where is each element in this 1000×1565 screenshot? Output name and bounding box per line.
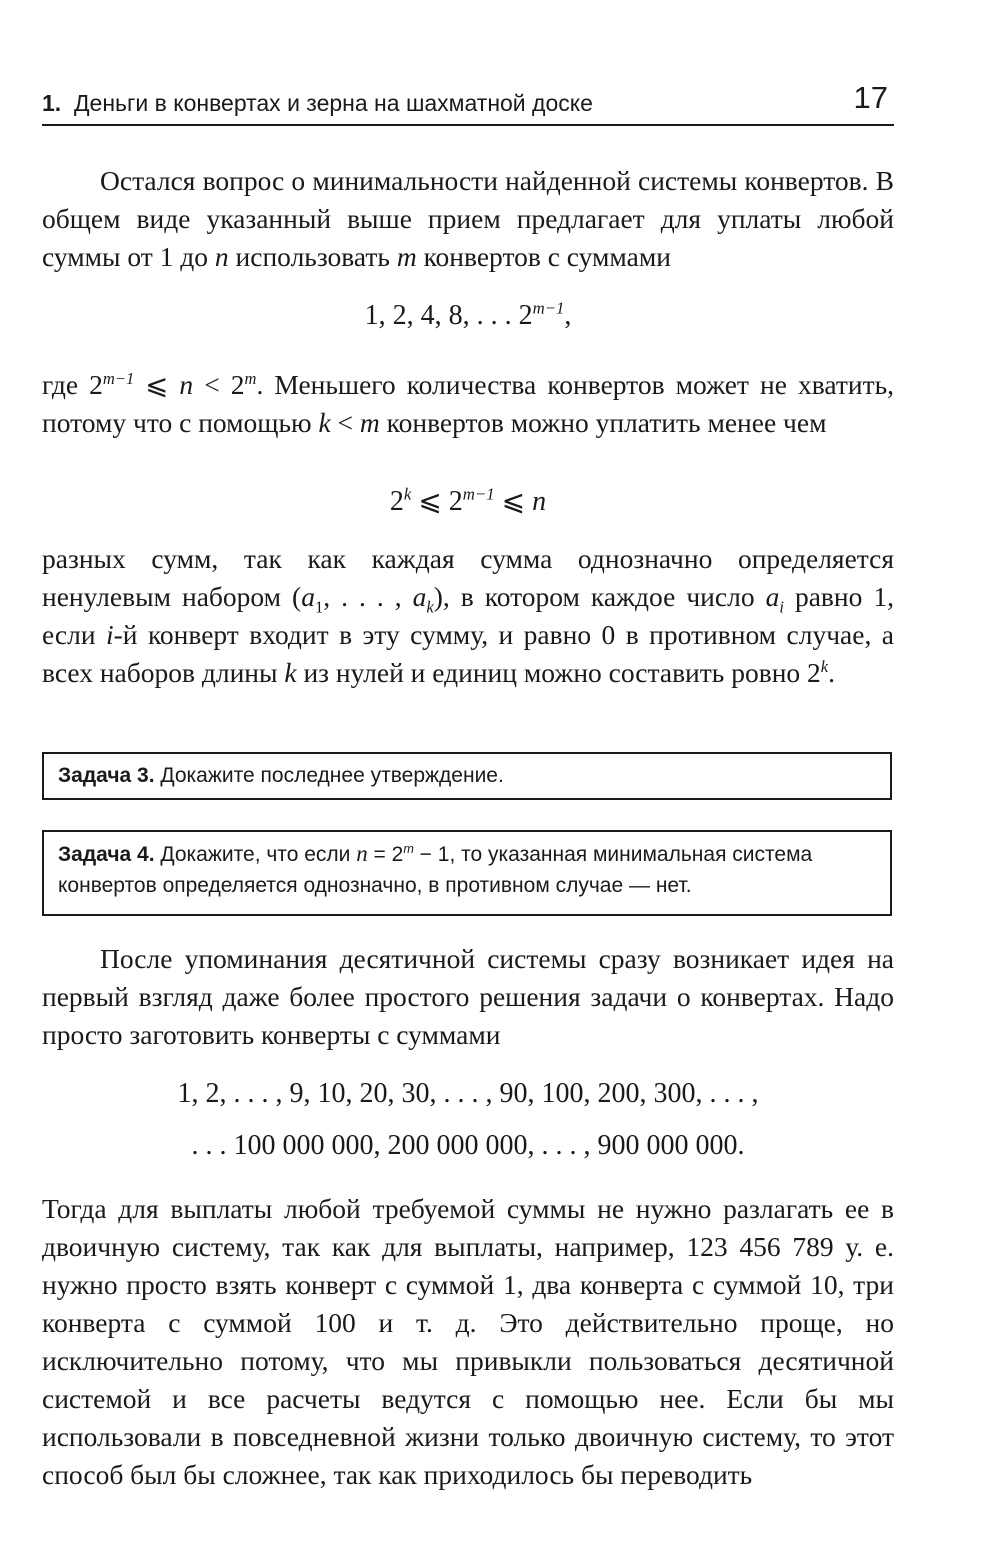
chapter-title: 1. Деньги в конвертах и зерна на шахматной доске xyxy=(42,90,593,116)
page-number: 17 xyxy=(853,80,888,115)
formula-powers-of-two: 1, 2, 4, 8, . . . $2^{m-1}$, xyxy=(364,298,572,331)
formula-inequality: 2$^k$ ⩽ $2^{m-1}$ ⩽ n xyxy=(389,484,547,517)
paragraph-5: Тогда для выплаты любой требуемой суммы не нужно разлагать ее в двоичную систему, так как для выплаты, например, 123 456 789 у. е. нужно просто взять конверт с суммой 1, два конверта с суммой 10, три конверта с суммой 100 и т. д. Это действительно проще, но исключительно потому, что мы привыкли пользоваться десятичной системой и все расчеты ведутся с помощью нее. Если бы мы использовали в повседневной жизни только двоичную систему, то этот способ был бы сложнее, так как приходилось бы переводить xyxy=(42,1193,894,1490)
formula-decimal-line-2: . . . 100 000 000, 200 000 000, . . . , 900 000 000. xyxy=(191,1130,745,1161)
paragraph-2: где $2^{m-1}$ ⩽ $n < 2^m$. Меньшего количества конвертов может не хватить, потому что с помощью k < m конвертов можно уплатить менее чем xyxy=(42,368,895,438)
page-header xyxy=(42,80,894,126)
paragraph-4: После упоминания десятичной системы сразу возникает идея на первый взгляд даже более простого решения задачи о конвертах. Надо просто заготовить конверты с суммами xyxy=(42,943,894,1050)
paragraph-1: Остался вопрос о минимальности найденной системы конвертов. В общем виде указанный выше прием предлагает для уплаты любой суммы от 1 до n использовать m конвертов с суммами xyxy=(42,165,894,272)
task-4-box: Задача 4. Докажите, что если $n = 2^m - 1$, то указанная минимальная система конвертов определяется однозначно, в противном случае — нет. xyxy=(42,830,892,916)
paragraph-3: разных сумм, так как каждая сумма однозначно определяется ненулевым набором ($a_1$, . . . , $a_k$), в котором каждое число $a_i$ равно 1, если i-й конверт входит в эту сумму, и равно 0 в противном случае, а всех наборов длины k из нулей и единиц можно составить ровно 2$^k$. xyxy=(42,543,894,688)
formula-decimal-line-1: 1, 2, . . . , 9, 10, 20, 30, . . . , 90, 100, 200, 300, . . . , xyxy=(177,1078,759,1109)
task-3-box: Задача 3. Докажите последнее утверждение. xyxy=(42,752,892,800)
